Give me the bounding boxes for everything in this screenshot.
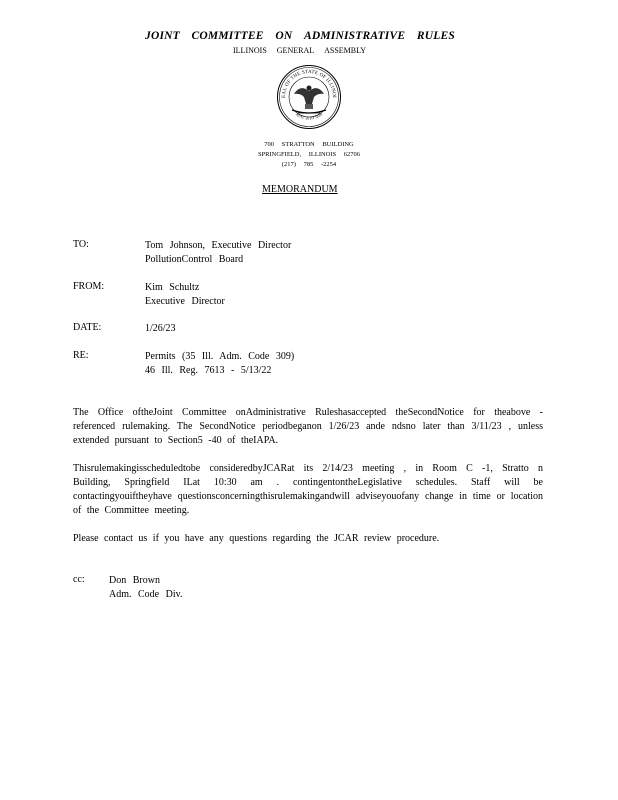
date-label: DATE: [73, 322, 102, 333]
paragraph-second-notice: The Office oftheJoint Committee onAdministrative Ruleshasaccepted theSecondNotice for theabove -referenced rulemaking. The SecondNotice periodbeganon 1/26/23 ande ndsno later than 3/11/23 , unless extended pursuant to Section5 -40 of theIAPA. [73, 407, 543, 446]
title-word: JOINT [145, 30, 180, 42]
title-word: ON [275, 30, 293, 42]
to-label: TO: [73, 239, 89, 250]
from-line: Kim Schultz [145, 282, 200, 293]
subtitle-word: GENERAL [276, 46, 315, 55]
paragraph-schedule: Thisrulemakingisscheduledtobe consideredbyJCARat its 2/14/23 meeting , in Room C -1, Stratto n Building, Springfield ILat 10:30 am . contingentontheLegislative schedules. Staff will be contactingyouiftheyhave questionsconcerningthisrulemakingandwill adviseyouofany change in time or location of the Committee meeting. [73, 463, 543, 516]
memo-title: MEMORANDUM [262, 184, 338, 195]
from-label: FROM: [73, 281, 105, 292]
cc-line: Don Brown [109, 575, 160, 586]
subtitle-word: ASSEMBLY [324, 46, 366, 55]
re-line: 46 Ill. Reg. 7613 - 5/13/22 [145, 365, 272, 376]
cc-line: Adm. Code Div. [109, 589, 183, 600]
date-value: 1/26/23 [145, 323, 176, 334]
seal-text: EAL OF THE STATE OF ILLINOI [281, 69, 337, 98]
cc-label: cc: [73, 574, 85, 585]
title-word: ADMINISTRATIVE [304, 30, 406, 42]
from-value [145, 281, 225, 309]
title-word: RULES [416, 30, 455, 42]
to-line: Tom Johnson, Executive Director [145, 240, 292, 251]
phone-number: (217) 785 -2254 [281, 161, 337, 168]
cc-recipients [109, 574, 182, 602]
address-line-1: 700 STRATTON BUILDING [264, 141, 354, 148]
seal-date: AUG. 26TH 1818 [294, 111, 324, 121]
paragraph-contact: Please contact us if you have any questions regarding the JCAR review procedure. [73, 533, 440, 544]
re-label: RE: [73, 350, 89, 361]
address-line-2: SPRINGFIELD, ILLINOIS 62706 [257, 151, 361, 158]
to-line: PollutionControl Board [145, 254, 244, 265]
from-line: Executive Director [145, 296, 225, 307]
to-value [145, 239, 291, 267]
re-value [145, 350, 294, 378]
committee-title [145, 30, 455, 42]
subtitle-word: ILLINOIS [233, 46, 267, 55]
title-word: COMMITTEE [191, 30, 264, 42]
state-seal-icon [276, 64, 342, 130]
assembly-subtitle [233, 46, 366, 55]
re-line: Permits (35 Ill. Adm. Code 309) [145, 351, 295, 362]
